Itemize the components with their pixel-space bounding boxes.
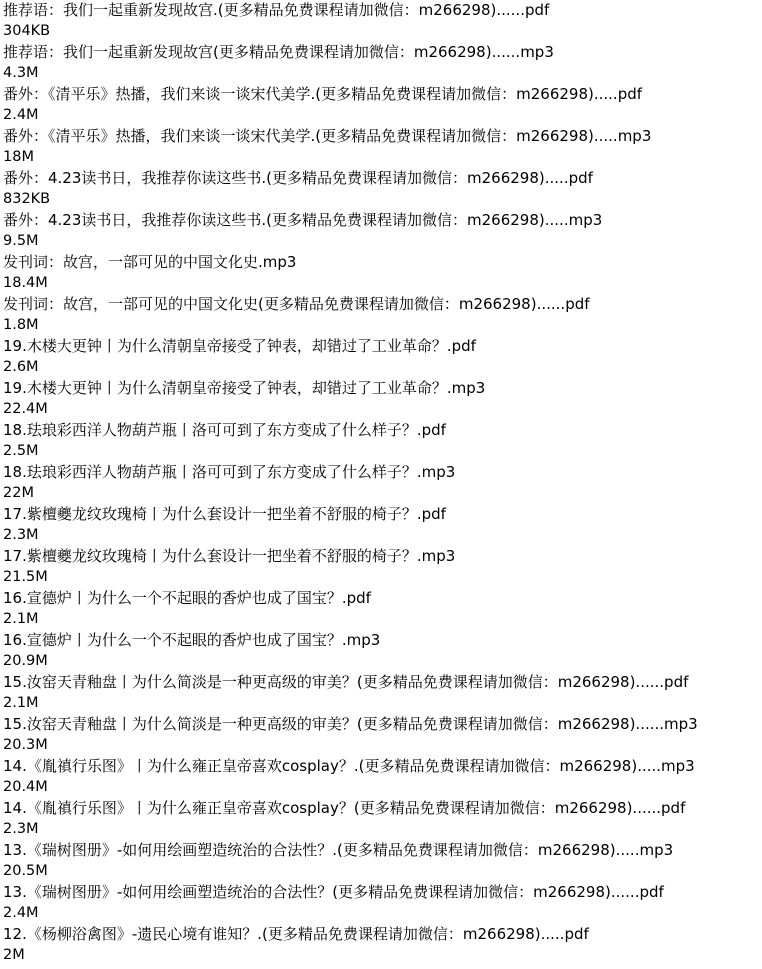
- file-name[interactable]: 17.紫檀夔龙纹玫瑰椅丨为什么套设计一把坐着不舒服的椅子？.pdf: [3, 505, 446, 523]
- file-name[interactable]: 番外：《清平乐》热播，我们来谈一谈宋代美学.(更多精品免费课程请加微信：m266298).....pdf: [3, 85, 643, 103]
- file-entry[interactable]: [3, 126, 762, 168]
- file-name[interactable]: 18.珐琅彩西洋人物葫芦瓶丨洛可可到了东方变成了什么样子？.mp3: [3, 463, 456, 481]
- file-size: 1.8M: [3, 317, 39, 333]
- file-name[interactable]: 15.汝窑天青釉盘丨为什么简淡是一种更高级的审美？(更多精品免费课程请加微信：m266298)......pdf: [3, 673, 689, 691]
- file-name[interactable]: 16.宣德炉丨为什么一个不起眼的香炉也成了国宝？.mp3: [3, 631, 381, 649]
- file-name[interactable]: 番外：4.23读书日，我推荐你读这些书.(更多精品免费课程请加微信：m266298).....pdf: [3, 169, 593, 187]
- file-name[interactable]: 14.《胤禛行乐图》丨为什么雍正皇帝喜欢cosplay？(更多精品免费课程请加微信：m266298)......pdf: [3, 799, 686, 817]
- file-entry[interactable]: [3, 84, 762, 126]
- file-name[interactable]: 发刊词：故宫，一部可见的中国文化史.mp3: [3, 253, 297, 271]
- file-size: 2.6M: [3, 359, 39, 375]
- file-name[interactable]: 17.紫檀夔龙纹玫瑰椅丨为什么套设计一把坐着不舒服的椅子？.mp3: [3, 547, 456, 565]
- file-size: 18.4M: [3, 275, 48, 291]
- file-size: 2.4M: [3, 905, 39, 921]
- file-entry[interactable]: [3, 42, 762, 84]
- file-size: 2.3M: [3, 821, 39, 837]
- file-size: 2.1M: [3, 695, 39, 711]
- file-size: 9.5M: [3, 233, 39, 249]
- file-size: 18M: [3, 149, 34, 165]
- file-entry[interactable]: [3, 882, 762, 924]
- file-entry[interactable]: [3, 924, 762, 966]
- file-name[interactable]: 14.《胤禛行乐图》丨为什么雍正皇帝喜欢cosplay？.(更多精品免费课程请加微信：m266298).....mp3: [3, 757, 695, 775]
- file-name[interactable]: 16.宣德炉丨为什么一个不起眼的香炉也成了国宝？.pdf: [3, 589, 371, 607]
- file-entry[interactable]: [3, 252, 762, 294]
- file-name[interactable]: 13.《瑞树图册》-如何用绘画塑造统治的合法性？(更多精品免费课程请加微信：m266298)......pdf: [3, 883, 664, 901]
- file-name[interactable]: 发刊词：故宫，一部可见的中国文化史(更多精品免费课程请加微信：m266298)......pdf: [3, 295, 590, 313]
- file-size: 20.5M: [3, 863, 48, 879]
- file-size: 832KB: [3, 191, 51, 207]
- file-size: 21.5M: [3, 569, 48, 585]
- file-size: 2M: [3, 947, 25, 963]
- file-entry[interactable]: [3, 378, 762, 420]
- file-name[interactable]: 推荐语：我们一起重新发现故宫(更多精品免费课程请加微信：m266298)......mp3: [3, 43, 554, 61]
- file-size: 304KB: [3, 23, 51, 39]
- file-entry[interactable]: [3, 336, 762, 378]
- file-name[interactable]: 19.木楼大更钟丨为什么清朝皇帝接受了钟表，却错过了工业革命？.mp3: [3, 379, 486, 397]
- file-name[interactable]: 番外：《清平乐》热播，我们来谈一谈宋代美学.(更多精品免费课程请加微信：m266298).....mp3: [3, 127, 652, 145]
- file-entry[interactable]: [3, 504, 762, 546]
- file-size: 20.9M: [3, 653, 48, 669]
- file-entry[interactable]: [3, 672, 762, 714]
- file-entry[interactable]: [3, 588, 762, 630]
- file-entry[interactable]: [3, 714, 762, 756]
- file-entry[interactable]: [3, 756, 762, 798]
- file-entry[interactable]: [3, 840, 762, 882]
- file-entry[interactable]: [3, 294, 762, 336]
- file-entry[interactable]: [3, 168, 762, 210]
- file-name[interactable]: 推荐语：我们一起重新发现故宫.(更多精品免费课程请加微信：m266298)......pdf: [3, 1, 550, 19]
- file-entry[interactable]: [3, 0, 762, 42]
- file-name[interactable]: 13.《瑞树图册》-如何用绘画塑造统治的合法性？.(更多精品免费课程请加微信：m266298).....mp3: [3, 841, 674, 859]
- file-entry[interactable]: [3, 210, 762, 252]
- file-size: 2.4M: [3, 107, 39, 123]
- file-entry[interactable]: [3, 630, 762, 672]
- file-name[interactable]: 15.汝窑天青釉盘丨为什么简淡是一种更高级的审美？(更多精品免费课程请加微信：m266298)......mp3: [3, 715, 698, 733]
- file-name[interactable]: 番外：4.23读书日，我推荐你读这些书.(更多精品免费课程请加微信：m266298).....mp3: [3, 211, 603, 229]
- file-entry[interactable]: [3, 420, 762, 462]
- file-size: 20.3M: [3, 737, 48, 753]
- file-name[interactable]: 19.木楼大更钟丨为什么清朝皇帝接受了钟表，却错过了工业革命？.pdf: [3, 337, 476, 355]
- file-size: 22M: [3, 485, 34, 501]
- file-size: 2.5M: [3, 443, 39, 459]
- file-size: 22.4M: [3, 401, 48, 417]
- file-name[interactable]: 12.《杨柳浴禽图》-遗民心境有谁知？.(更多精品免费课程请加微信：m266298).....pdf: [3, 925, 589, 943]
- file-size: 2.3M: [3, 527, 39, 543]
- file-size: 20.4M: [3, 779, 48, 795]
- file-name[interactable]: 18.珐琅彩西洋人物葫芦瓶丨洛可可到了东方变成了什么样子？.pdf: [3, 421, 446, 439]
- file-size: 2.1M: [3, 611, 39, 627]
- file-entry[interactable]: [3, 462, 762, 504]
- file-entry[interactable]: [3, 546, 762, 588]
- file-size: 4.3M: [3, 65, 39, 81]
- file-entry[interactable]: [3, 798, 762, 840]
